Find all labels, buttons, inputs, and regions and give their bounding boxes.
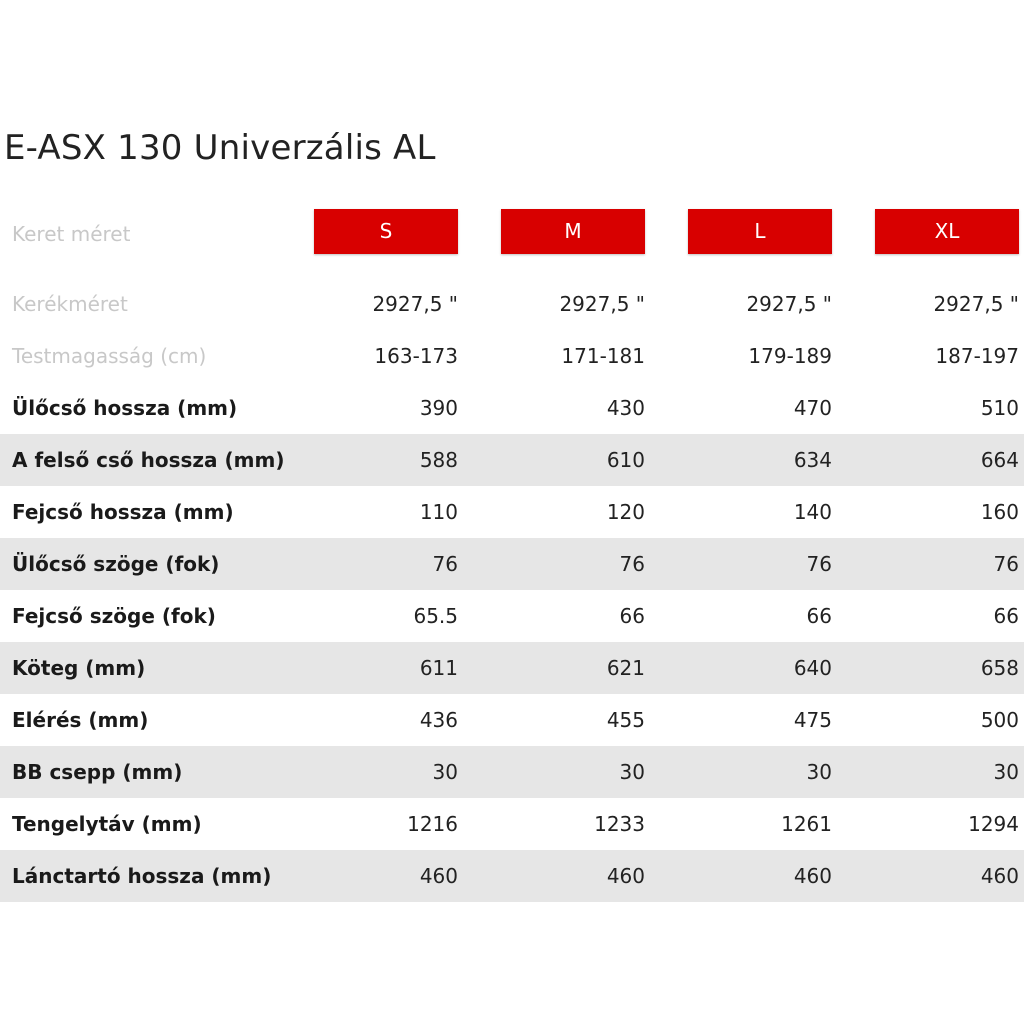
row-label: Lánctartó hossza (mm) [12, 864, 272, 888]
cell-l: 1261 [781, 812, 832, 836]
cell-s: 2927,5 " [372, 292, 458, 316]
size-button-l[interactable]: L [688, 209, 832, 254]
cell-m: 430 [606, 396, 645, 420]
row-label: Tengelytáv (mm) [12, 812, 202, 836]
cell-xl: 187-197 [935, 344, 1019, 368]
cell-l: 140 [793, 500, 832, 524]
cell-l: 460 [793, 864, 832, 888]
row-label: Testmagasság (cm) [12, 344, 207, 368]
cell-xl: 160 [980, 500, 1019, 524]
table-row [0, 746, 1024, 798]
cell-s: 588 [419, 448, 458, 472]
cell-m: 610 [606, 448, 645, 472]
cell-l: 76 [806, 552, 832, 576]
size-button-xl[interactable]: XL [875, 209, 1019, 254]
cell-m: 76 [619, 552, 645, 576]
row-label: Fejcső hossza (mm) [12, 500, 234, 524]
row-label: BB csepp (mm) [12, 760, 183, 784]
table-row [0, 486, 1024, 538]
wheel-size-row [0, 278, 1024, 330]
cell-l: 179-189 [748, 344, 832, 368]
cell-s: 611 [419, 656, 458, 680]
row-label: Köteg (mm) [12, 656, 146, 680]
cell-xl: 30 [993, 760, 1019, 784]
spacer [0, 264, 1024, 278]
row-label: Ülőcső szöge (fok) [12, 552, 220, 576]
cell-m: 66 [619, 604, 645, 628]
cell-s: 30 [432, 760, 458, 784]
table-row [0, 434, 1024, 486]
table-row [0, 850, 1024, 902]
row-label: A felső cső hossza (mm) [12, 448, 285, 472]
table-row [0, 590, 1024, 642]
cell-l: 30 [806, 760, 832, 784]
cell-xl: 2927,5 " [933, 292, 1019, 316]
row-label: Fejcső szöge (fok) [12, 604, 216, 628]
rider-height-row [0, 330, 1024, 382]
cell-s: 1216 [407, 812, 458, 836]
cell-xl: 76 [993, 552, 1019, 576]
frame-size-row [0, 204, 1024, 264]
row-label: Elérés (mm) [12, 708, 149, 732]
cell-xl: 1294 [968, 812, 1019, 836]
cell-s: 65.5 [413, 604, 458, 628]
table-row [0, 538, 1024, 590]
cell-l: 470 [793, 396, 832, 420]
cell-m: 621 [606, 656, 645, 680]
cell-m: 171-181 [561, 344, 645, 368]
cell-xl: 500 [980, 708, 1019, 732]
page-title: E-ASX 130 Univerzális AL [4, 128, 436, 168]
geometry-table [0, 204, 1024, 902]
cell-s: 460 [419, 864, 458, 888]
cell-m: 1233 [594, 812, 645, 836]
cell-l: 640 [793, 656, 832, 680]
cell-l: 2927,5 " [746, 292, 832, 316]
cell-xl: 510 [980, 396, 1019, 420]
table-row [0, 382, 1024, 434]
size-button-s[interactable]: S [314, 209, 458, 254]
row-label: Ülőcső hossza (mm) [12, 396, 238, 420]
cell-xl: 664 [980, 448, 1019, 472]
cell-m: 120 [606, 500, 645, 524]
cell-s: 76 [432, 552, 458, 576]
size-button-m[interactable]: M [501, 209, 645, 254]
cell-xl: 66 [993, 604, 1019, 628]
table-row [0, 694, 1024, 746]
row-label: Kerékméret [12, 292, 128, 316]
cell-s: 163-173 [374, 344, 458, 368]
cell-xl: 460 [980, 864, 1019, 888]
table-row [0, 798, 1024, 850]
cell-m: 455 [606, 708, 645, 732]
cell-s: 390 [419, 396, 458, 420]
cell-l: 634 [793, 448, 832, 472]
cell-l: 66 [806, 604, 832, 628]
cell-l: 475 [793, 708, 832, 732]
frame-size-label: Keret méret [12, 222, 131, 246]
cell-m: 460 [606, 864, 645, 888]
cell-m: 2927,5 " [559, 292, 645, 316]
table-row [0, 642, 1024, 694]
cell-s: 436 [419, 708, 458, 732]
cell-m: 30 [619, 760, 645, 784]
cell-s: 110 [419, 500, 458, 524]
cell-xl: 658 [980, 656, 1019, 680]
